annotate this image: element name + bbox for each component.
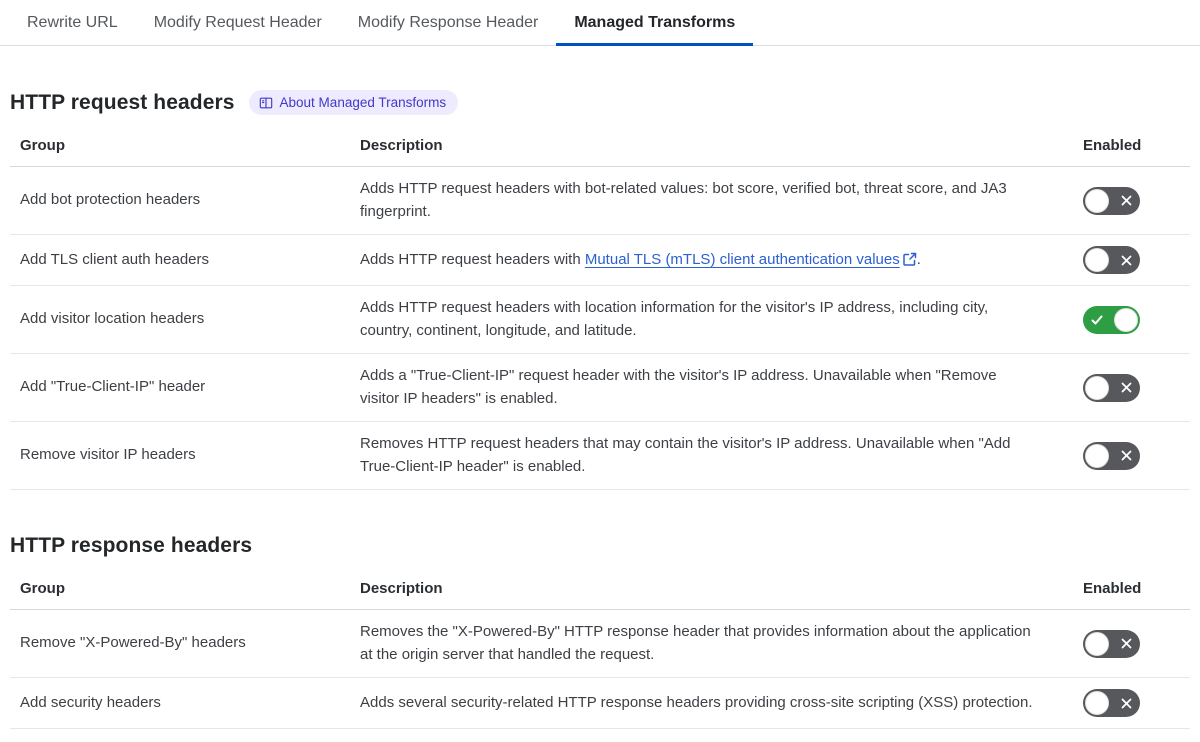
description-cell: Removes HTTP request headers that may contain the visitor's IP address. Unavailable when "Add True-Client-IP header" is enabled.: [360, 422, 1083, 490]
tab-modify-response-header[interactable]: Modify Response Header: [357, 14, 539, 31]
description-cell: Adds HTTP request headers with location information for the visitor's IP address, including city, country, continent, longitude, and latitude.: [360, 286, 1083, 354]
book-icon: [259, 96, 273, 110]
toggle-add-visitor-location-headers[interactable]: [1083, 306, 1140, 334]
tab-managed-transforms[interactable]: Managed Transforms: [556, 0, 753, 46]
toggle-knob: [1085, 632, 1109, 656]
mtls-client-auth-link[interactable]: Mutual TLS (mTLS) client authentication values: [585, 251, 917, 268]
managed-transforms-panel: [0, 90, 1200, 729]
response-headers-table: [10, 572, 1190, 729]
toggle-knob: [1085, 376, 1109, 400]
transform-rules-tabbar: [0, 0, 1200, 46]
table-row: [10, 422, 1190, 490]
x-icon: [1120, 637, 1133, 650]
x-icon: [1120, 697, 1133, 710]
toggle-knob: [1085, 189, 1109, 213]
description-cell: Removes the "X-Powered-By" HTTP response header that provides information about the application at the origin server that handled the request.: [360, 610, 1083, 678]
table-row: [10, 286, 1190, 354]
description-text: .: [916, 250, 921, 268]
table-header-row: [10, 572, 1190, 610]
group-cell: Add visitor location headers: [10, 286, 360, 354]
x-icon: [1120, 254, 1133, 267]
external-link-icon: [900, 251, 917, 268]
x-icon: [1120, 381, 1133, 394]
column-header-enabled: Enabled: [1083, 129, 1190, 167]
request-headers-section-header: [10, 90, 1190, 115]
x-icon: [1120, 449, 1133, 462]
group-cell: Remove "X-Powered-By" headers: [10, 610, 360, 678]
request-headers-title: HTTP request headers: [10, 90, 235, 114]
toggle-add-true-client-ip-header[interactable]: [1083, 374, 1140, 402]
column-header-group: Group: [10, 572, 360, 610]
description-cell: Adds several security-related HTTP response headers providing cross-site scripting (XSS) protection.: [360, 678, 1083, 729]
group-cell: Remove visitor IP headers: [10, 422, 360, 490]
group-cell: Add "True-Client-IP" header: [10, 354, 360, 422]
about-managed-transforms-badge[interactable]: [249, 90, 459, 115]
table-row: [10, 610, 1190, 678]
table-header-row: [10, 129, 1190, 167]
description-cell: [360, 235, 1083, 286]
column-header-description: Description: [360, 129, 1083, 167]
toggle-remove-visitor-ip-headers[interactable]: [1083, 442, 1140, 470]
response-headers-title: HTTP response headers: [10, 534, 253, 557]
table-row: [10, 167, 1190, 235]
check-icon: [1090, 313, 1104, 327]
tab-modify-request-header[interactable]: Modify Request Header: [153, 14, 322, 31]
description-text: Adds HTTP request headers with: [360, 250, 585, 268]
description-cell: Adds HTTP request headers with bot-related values: bot score, verified bot, threat score, and JA3 fingerprint.: [360, 167, 1083, 235]
table-row: [10, 354, 1190, 422]
toggle-add-tls-client-auth-headers[interactable]: [1083, 246, 1140, 274]
table-row: [10, 235, 1190, 286]
toggle-knob: [1114, 308, 1138, 332]
toggle-add-security-headers[interactable]: [1083, 689, 1140, 717]
column-header-description: Description: [360, 572, 1083, 610]
column-header-enabled: Enabled: [1083, 572, 1190, 610]
toggle-knob: [1085, 444, 1109, 468]
group-cell: Add TLS client auth headers: [10, 235, 360, 286]
group-cell: Add bot protection headers: [10, 167, 360, 235]
description-cell: Adds a "True-Client-IP" request header with the visitor's IP address. Unavailable when "Remove visitor IP headers" is enabled.: [360, 354, 1083, 422]
request-headers-table: [10, 129, 1190, 490]
toggle-add-bot-protection-headers[interactable]: [1083, 187, 1140, 215]
toggle-knob: [1085, 691, 1109, 715]
tab-rewrite-url[interactable]: Rewrite URL: [27, 14, 118, 31]
x-icon: [1120, 194, 1133, 207]
response-headers-section-header: [10, 534, 1190, 558]
group-cell: Add security headers: [10, 678, 360, 729]
toggle-remove-x-powered-by-headers[interactable]: [1083, 630, 1140, 658]
badge-label: About Managed Transforms: [279, 95, 447, 110]
toggle-knob: [1085, 248, 1109, 272]
table-row: [10, 678, 1190, 729]
column-header-group: Group: [10, 129, 360, 167]
